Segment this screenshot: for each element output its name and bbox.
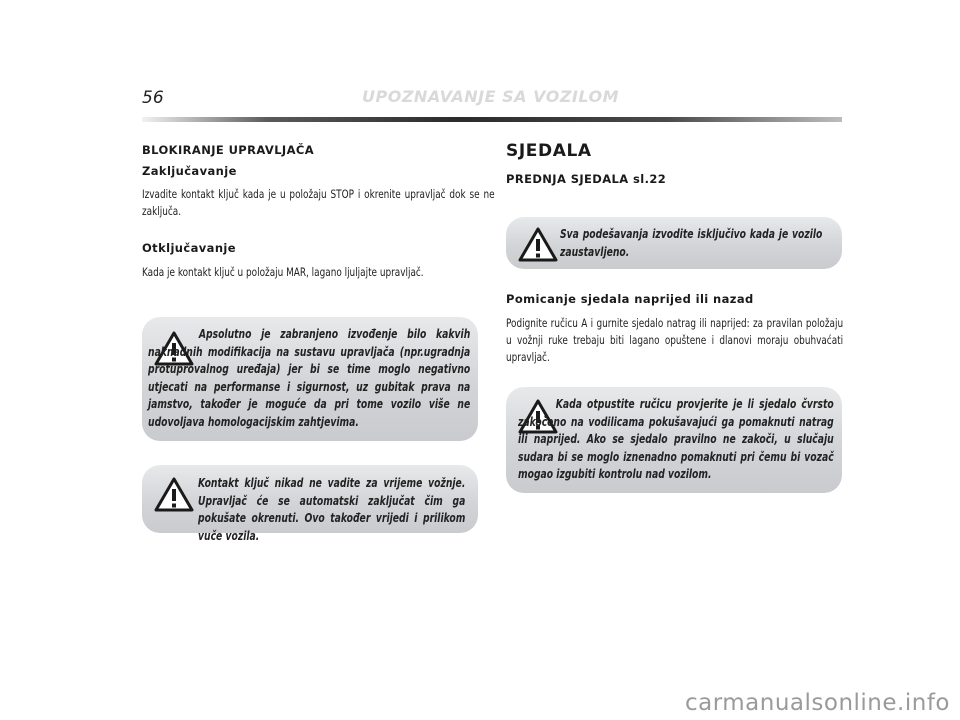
warning-box-adjust xyxy=(506,217,842,269)
warning-text-lock-check: Kada otpustite ručicu provjerite je li sjedalo čvrsto zakočeno na vodilicama pokušavajući ga pomaknuti natrag ili naprijed. Ako se sjedalo pravilno ne zakoči, u slučaju sudara bi se moglo iznenadno pomaknuti pri čemu bi vozač mogao izgubiti kontrolu nad vozilom. xyxy=(518,396,834,481)
locking-title: Zaključavanje xyxy=(142,164,237,178)
warning-icon xyxy=(154,477,194,512)
main-title-seats: SJEDALA xyxy=(506,141,592,161)
warning-text-key: Kontakt ključ nikad ne vadite za vrijeme vožnje. Upravljač će se automatski zaključat čim ga pokušate okrenuti. Ovo također vrijedi i prilikom vuče vozila. xyxy=(198,475,466,543)
sub-title-front-seats: PREDNJA SJEDALA sl.22 xyxy=(506,172,667,186)
warning-icon xyxy=(518,227,558,262)
section-title-steering-lock: BLOKIRANJE UPRAVLJAČA xyxy=(142,143,315,157)
adjust-title: Pomicanje sjedala naprijed ili nazad xyxy=(506,292,754,306)
header-rule xyxy=(142,117,842,122)
adjust-text: Podignite ručicu A i gurnite sjedalo natrag ili naprijed: za pravilan položaju u vožnji ruke trebaju biti lagano opuštene i dlanovi moraju obuhvaćati upravljač. xyxy=(506,316,844,364)
page-number: 56 xyxy=(142,88,164,108)
running-title: UPOZNAVANJE SA VOZILOM xyxy=(362,87,620,106)
unlocking-text: Kada je kontakt ključ u položaju MAR, lagano ljuljajte upravljač. xyxy=(142,265,424,279)
warning-text-modifications: Apsolutno je zabranjeno izvođenje bilo kakvih naknadnih modifikacija na sustavu upravljača (npr.ugradnja protuprovalnog uređaja) jer bi se time moglo negativno utjecati na performanse i sigurnost, uz gubitak prava na jamstvo, također je moguće da pri tome vozilo više ne udovoljava homologacijskim zahtjevima. xyxy=(148,326,471,429)
unlocking-title: Otključavanje xyxy=(142,241,236,255)
warning-box-modifications xyxy=(142,317,478,441)
warning-box-lock-check xyxy=(506,387,842,493)
warning-box-key xyxy=(142,465,478,543)
warning-text-adjust: Sva podešavanja izvodite isključivo kada je vozilo zaustavljeno. xyxy=(560,226,823,259)
watermark: carmanualsonline.info xyxy=(684,690,950,716)
locking-text: Izvadite kontakt ključ kada je u položaju STOP i okrenite upravljač dok se ne zaključa. xyxy=(142,187,495,218)
